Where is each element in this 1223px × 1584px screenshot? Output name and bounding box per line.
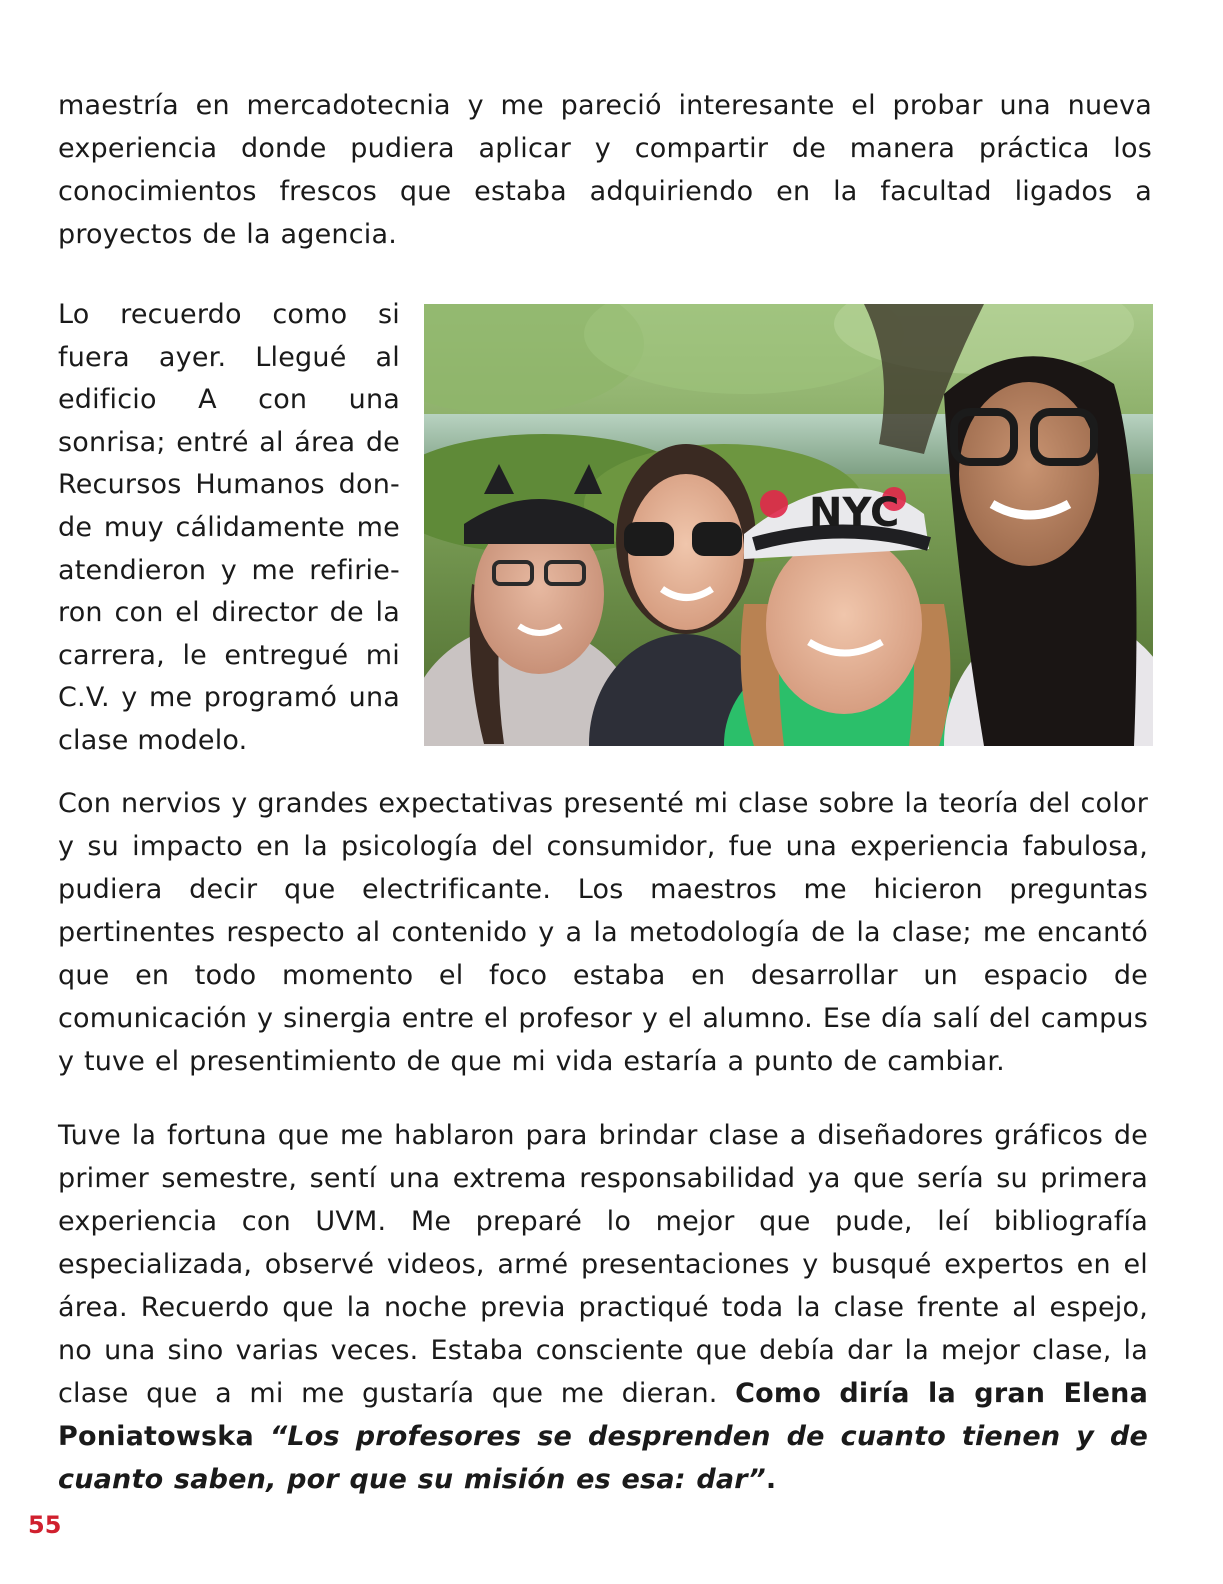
memory-line: Lo recuerdo como si xyxy=(58,299,400,330)
memory-line: C.V. y me programó una xyxy=(58,682,400,714)
page-number: 55 xyxy=(28,1511,62,1539)
paragraph-first-class xyxy=(58,1114,1148,1501)
memory-line: clase modelo. xyxy=(58,724,248,756)
quote-text: “Los profesores se desprenden de cuanto tienen y de cuanto saben, por que su misión es esa: dar” xyxy=(58,1421,1148,1495)
memory-line: atendieron y me refirie- xyxy=(58,554,400,586)
group-photo xyxy=(424,304,1153,746)
quote-end: . xyxy=(765,1464,777,1495)
cap-text: NYC xyxy=(809,490,900,536)
memory-line: ron con el director de la xyxy=(58,597,400,629)
paragraph-regular-text: Tuve la fortuna que me hablaron para brindar clase a diseñadores gráficos de primer semestre, sentí una extrema responsabilidad ya que sería su primera experiencia con UVM. Me preparé lo mejor que pude, leí bibliografía especializada, observé videos, armé presentaciones y busqué expertos en el área. Recuerdo que la noche previa practiqué toda la clase frente al espejo, no una sino varias veces. Estaba consciente que debía dar la mejor clase, la clase que a mi me gustaría que me dieran. xyxy=(58,1120,1148,1409)
paragraph-memory xyxy=(58,294,400,763)
memory-line: fuera ayer. Llegué al xyxy=(58,341,400,373)
memory-line: sonrisa; entré al área de xyxy=(58,426,400,458)
memory-line: Recursos Humanos don- xyxy=(58,469,400,501)
memory-line: de muy cálidamente me xyxy=(58,511,400,543)
paragraph-model-class: Con nervios y grandes expectativas presenté mi clase sobre la teoría del color y su impacto en la psicología del consumidor, fue una experiencia fabulosa, pudiera decir que electrificante. Los maestros me hicieron preguntas pertinentes respecto al contenido y a la metodología de la clase; me encantó que en todo momento el foco estaba en desarrollar un espacio de comunicación y sinergia entre el profesor y el alumno. Ese día salí del campus y tuve el presentimiento de que mi vida estaría a punto de cambiar. xyxy=(58,788,1148,1077)
memory-line: edificio A con una xyxy=(58,384,400,416)
paragraph-intro: maestría en mercadotecnia y me pareció interesante el probar una nueva experiencia donde pudiera aplicar y compartir de manera práctica los conocimientos frescos que estaba adquiriendo en la facultad ligados a proyectos de la agencia. xyxy=(58,90,1152,250)
memory-line: carrera, le entregué mi xyxy=(58,639,400,671)
quote-intro: Como diría la gran Elena Poniatowska xyxy=(58,1378,1148,1452)
